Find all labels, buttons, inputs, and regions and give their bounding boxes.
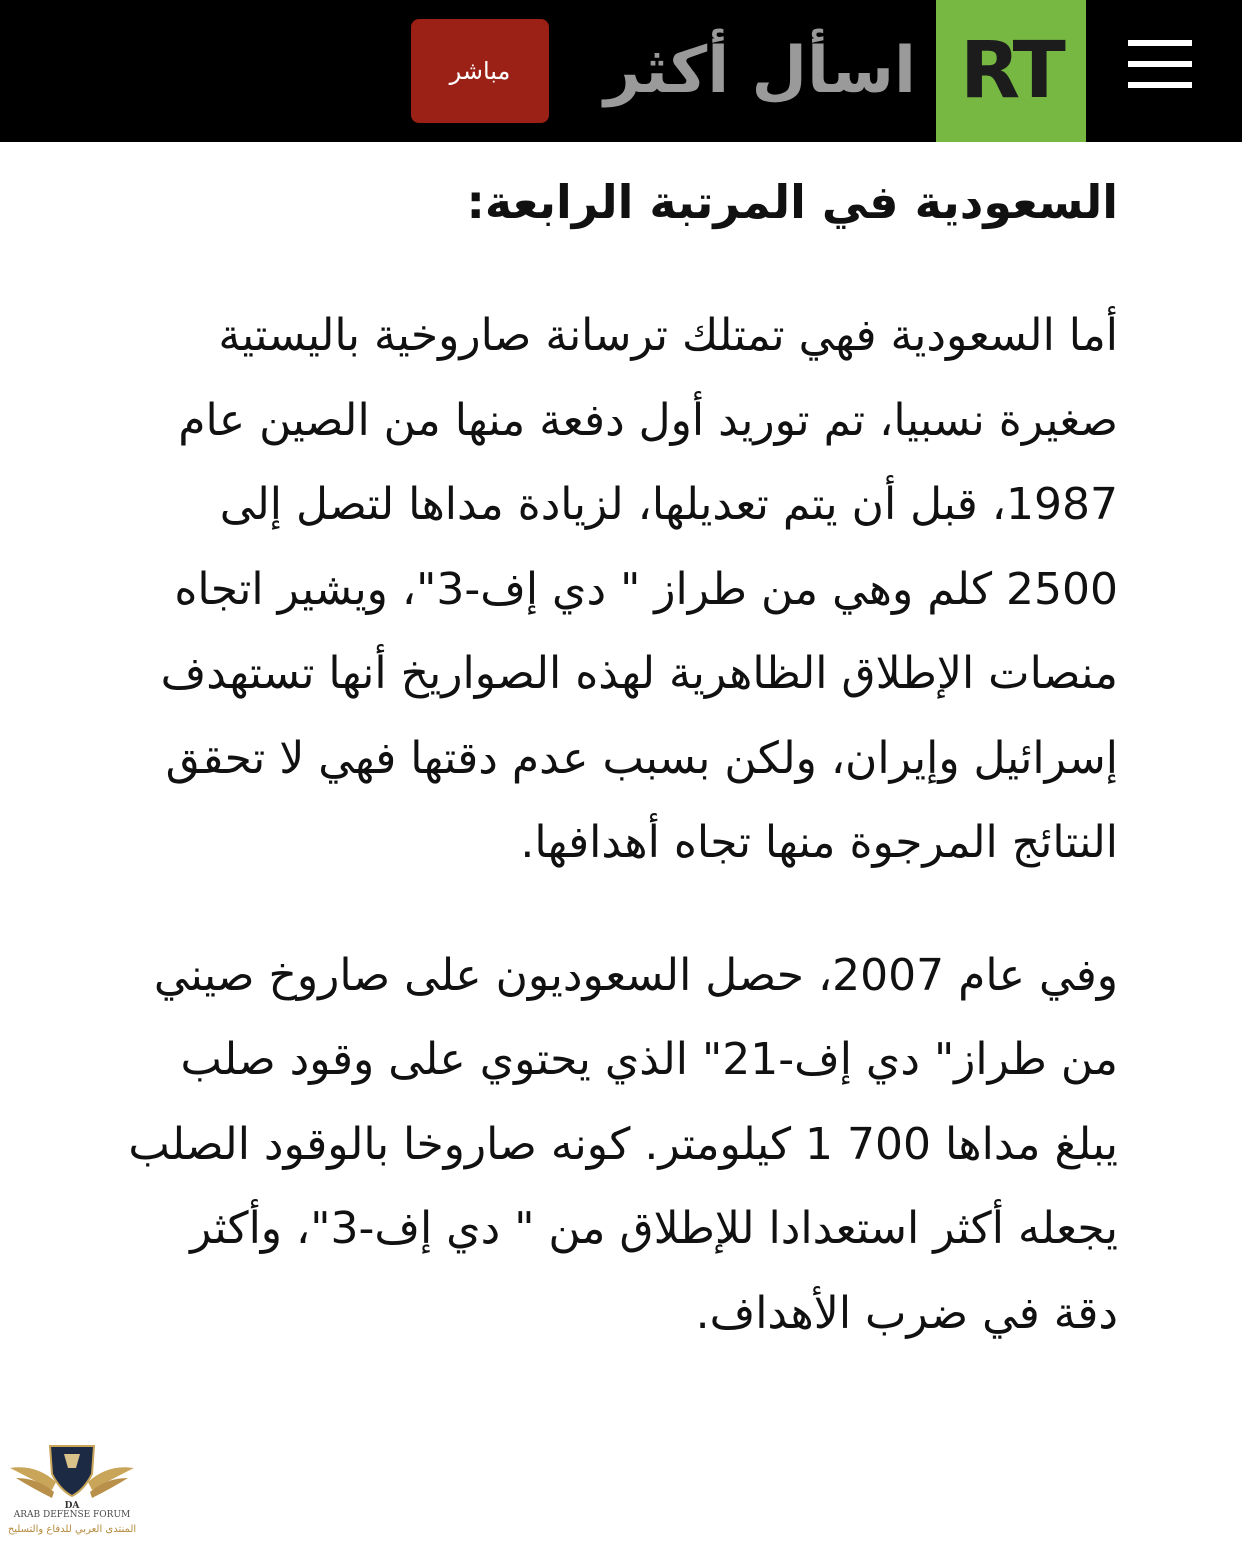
arab-defense-forum-eagle-logo bbox=[6, 1438, 138, 1512]
forum-watermark bbox=[6, 1438, 138, 1542]
article-paragraph: وفي عام 2007، حصل السعوديون على صاروخ صيني من طراز" دي إف-21" الذي يحتوي على وقود صلب يبلغ مداها 700 1 كيلومتر. كونه صاروخا بالوقود الصلب يجعله أكثر استعدادا للإطلاق من " دي إف-3"، وأكثر دقة في ضرب الأهداف. bbox=[128, 949, 1118, 1339]
top-navigation-bar bbox=[0, 0, 1242, 142]
article-paragraph: أما السعودية فهي تمتلك ترسانة صاروخية باليستية صغيرة نسبيا، تم توريد أول دفعة منها من الصين عام 1987، قبل أن يتم تعديلها، لزيادة مداها لتصل إلى 2500 كلم وهي من طراز " دي إف-3"، ويشير اتجاه منصات الإطلاق الظاهرية لهذه الصواريخ أنها تستهدف إسرائيل وإيران، ولكن بسبب عدم دقتها فهي لا تحقق النتائج المرجوة منها تجاه أهدافها. bbox=[160, 310, 1118, 868]
rt-logo-text: RT bbox=[960, 26, 1062, 116]
section-heading: السعودية في المرتبة الرابعة: bbox=[466, 175, 1118, 229]
live-button[interactable] bbox=[411, 19, 549, 123]
live-button-label: مباشر bbox=[449, 57, 511, 85]
hamburger-menu-icon[interactable] bbox=[1128, 38, 1192, 90]
svg-text:DA: DA bbox=[64, 1501, 80, 1511]
rt-logo[interactable] bbox=[936, 0, 1086, 142]
watermark-name-en: ARAB DEFENSE FORUM bbox=[13, 1510, 131, 1520]
site-slogan: اسأل أكثر bbox=[604, 34, 916, 108]
article-body bbox=[120, 160, 1118, 1356]
watermark-name-ar: المنتدى العربي للدفاع والتسليح bbox=[7, 1524, 137, 1535]
